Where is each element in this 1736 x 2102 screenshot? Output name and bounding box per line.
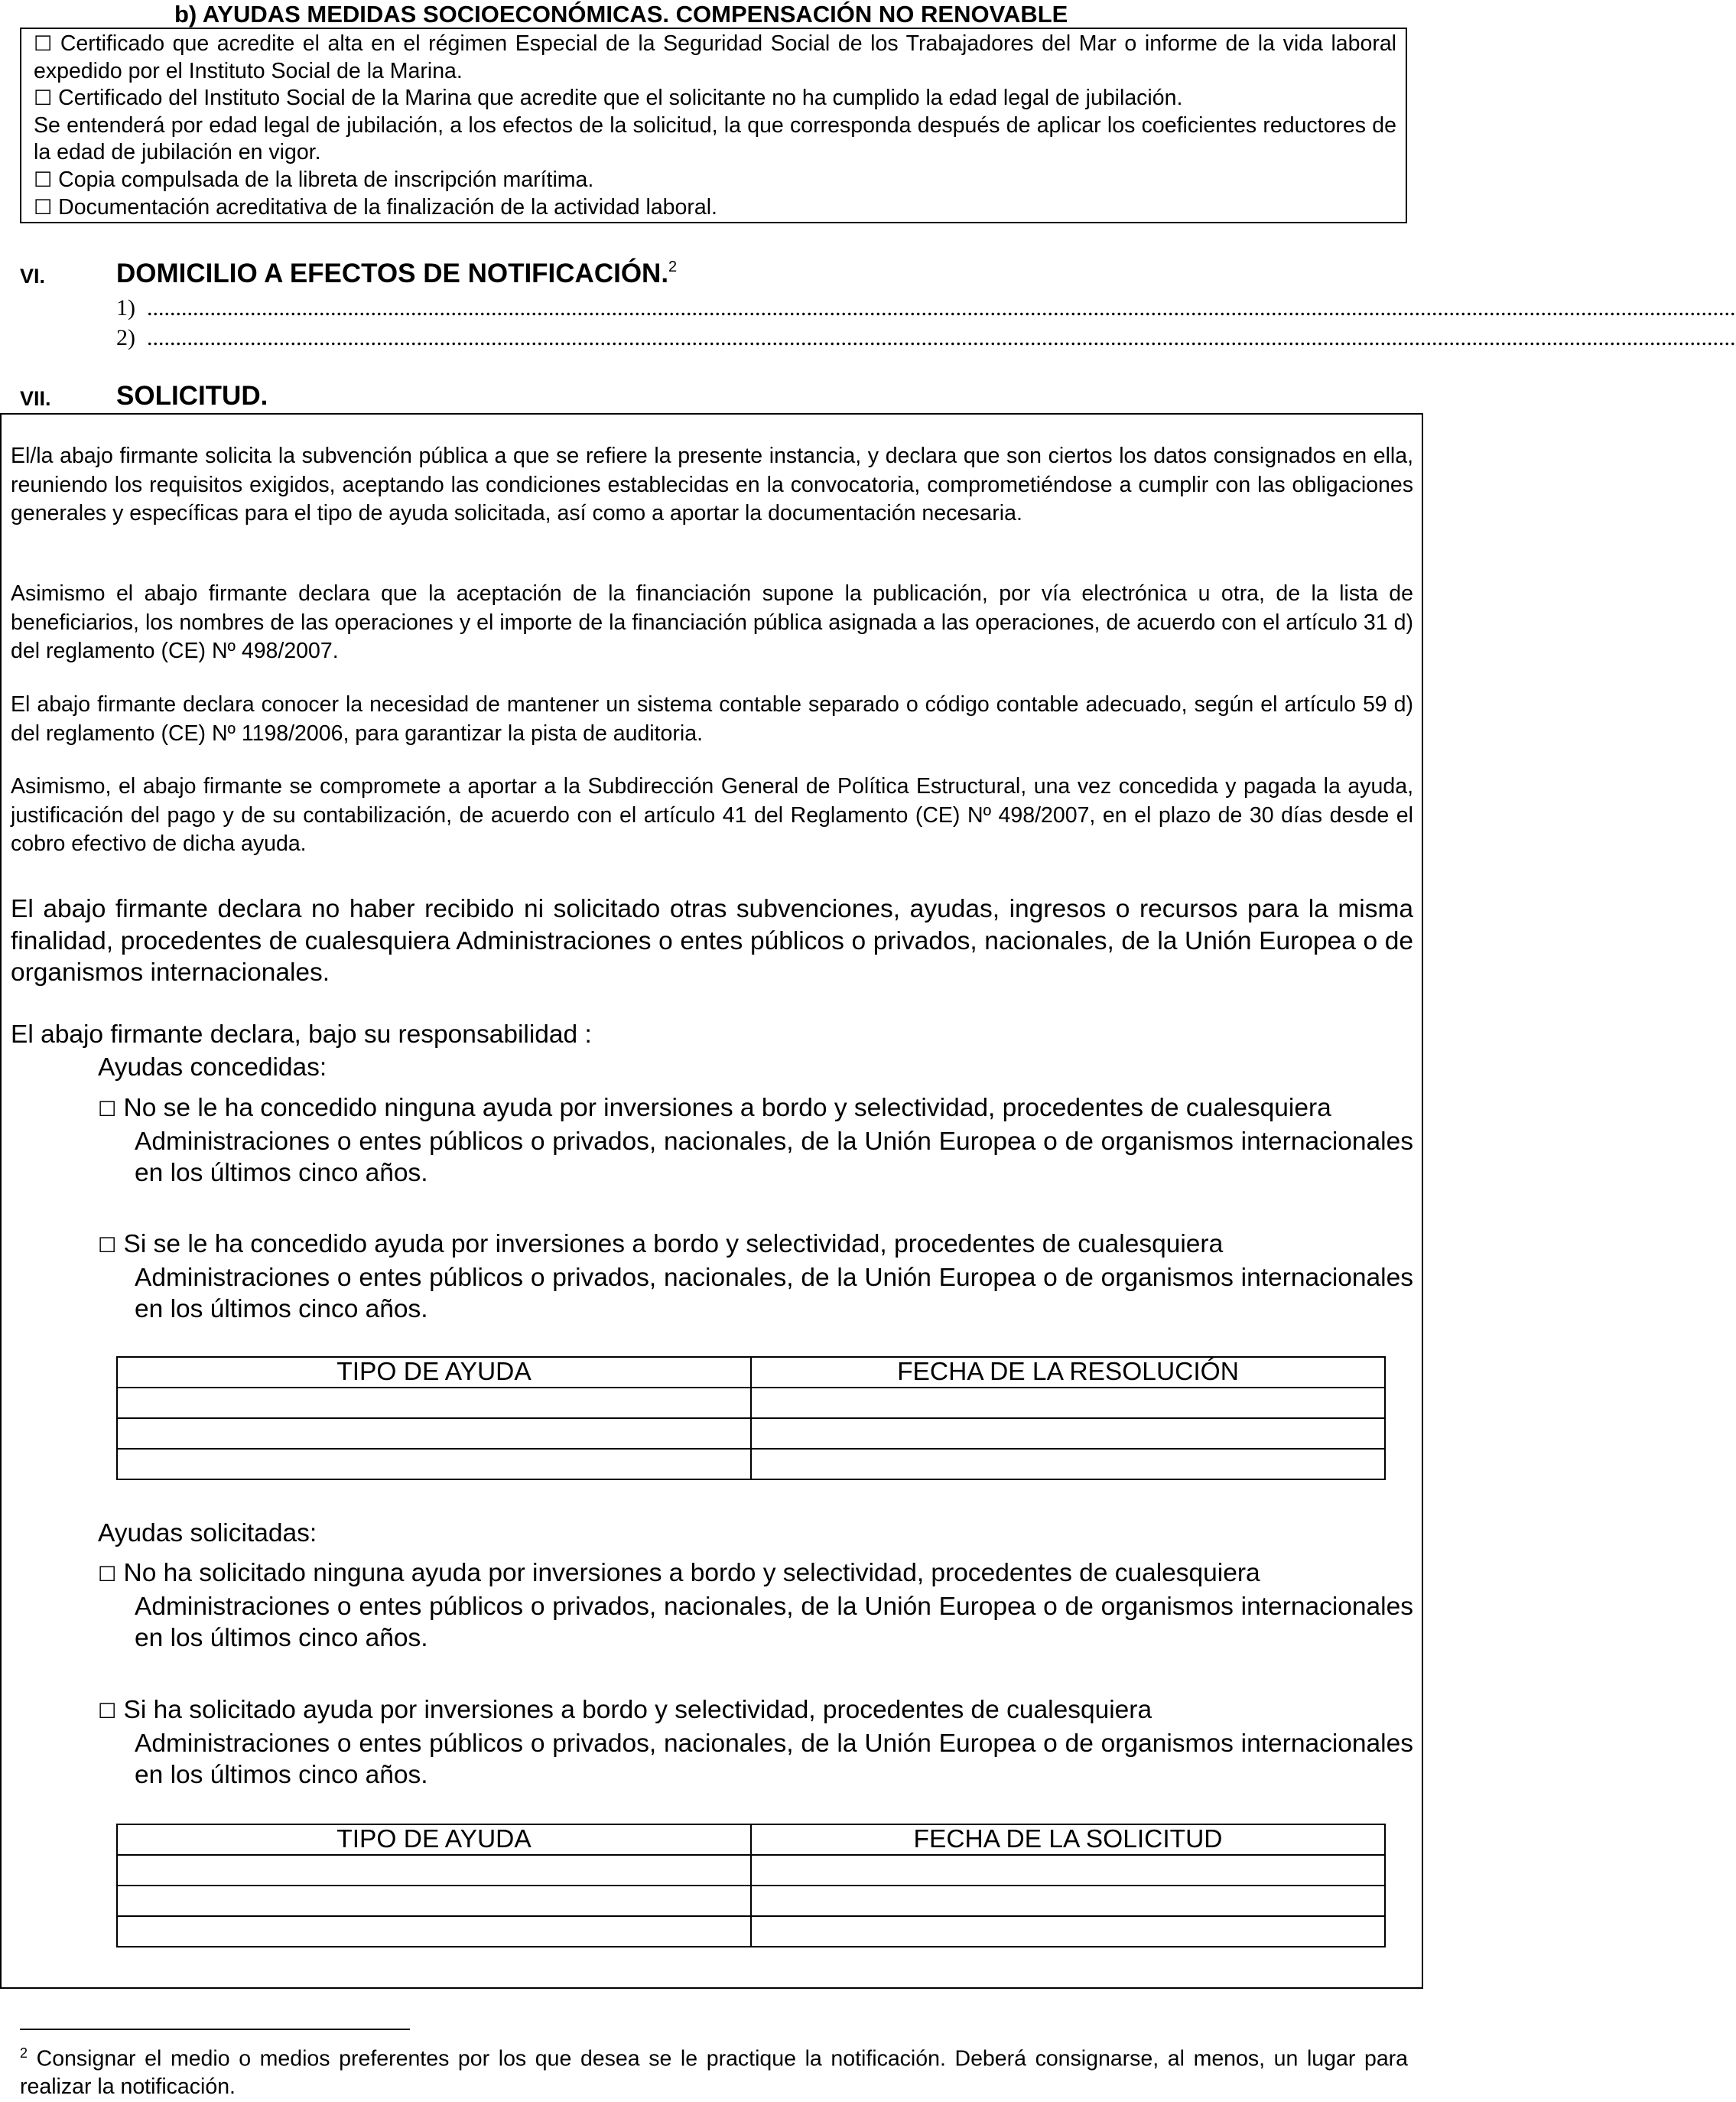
option-text: Administraciones o entes públicos o privados, nacionales, de la Unión Europea o de organismos internacionales en los últimos cinco años. (135, 1592, 1413, 1652)
checkbox[interactable]: ☐ (98, 1234, 117, 1258)
option-text: Administraciones o entes públicos o privados, nacionales, de la Unión Europea o de organismos internacionales en los últimos cinco años. (135, 1263, 1413, 1323)
table-cell-input[interactable] (751, 1449, 1385, 1479)
requested-aid-table (116, 1824, 1386, 1947)
option-text: Si ha solicitado ayuda por inversiones a bordo y selectividad, procedentes de cualesquiera (123, 1696, 1152, 1724)
section-vi-title-text: DOMICILIO A EFECTOS DE NOTIFICACIÓN. (116, 259, 669, 288)
table-row (117, 1388, 1385, 1418)
option-text: Administraciones o entes públicos o privados, nacionales, de la Unión Europea o de organismos internacionales en los últimos cinco años. (135, 1729, 1413, 1789)
doc-item-text: Certificado que acredite el alta en el régimen Especial de la Seguridad Social de los Trabajadores del Mar o informe de la vida laboral expedido por el Instituto Social de la Marina. (34, 31, 1397, 83)
table-cell-input[interactable] (751, 1388, 1385, 1418)
doc-item (34, 85, 1396, 112)
granted-aid-table (116, 1356, 1386, 1480)
option-text: No se le ha concedido ninguna ayuda por inversiones a bordo y selectividad, procedentes de cualesquiera (123, 1094, 1331, 1122)
address-line-label: 2) (116, 325, 135, 350)
table-cell-input[interactable] (751, 1418, 1385, 1449)
doc-item-text: Certificado del Instituto Social de la Marina que acredite que el solicitante no ha cumplido la edad legal de jubilación. (58, 86, 1183, 111)
granted-option-no[interactable] (98, 1092, 1413, 1189)
solicitud-paragraph: El/la abajo firmante solicita la subvención pública a que se refiere la presente instancia, y declara que son ciertos los datos consignados en ella, reuniendo los requisitos exigidos, aceptando las condiciones establecidas en la convocatoria, comprometiéndose a cumplir con las obligaciones generales y específicas para el tipo de ayuda solicitada, así como a aportar la documentación necesaria. (11, 444, 1413, 526)
footnote-text: Consignar el medio o medios preferentes por los que desea se le practique la notificación. Deberá consignarse, al menos, un lugar para realizar la notificación. (20, 2046, 1409, 2099)
requested-option-yes[interactable] (98, 1694, 1413, 1791)
table-cell-input[interactable] (117, 1886, 751, 1916)
address-line-label: 1) (116, 295, 135, 321)
table-cell-input[interactable] (751, 1855, 1385, 1886)
checkbox[interactable]: ☐ (34, 86, 53, 111)
table-header: TIPO DE AYUDA (117, 1357, 751, 1388)
checkbox[interactable]: ☐ (98, 1563, 117, 1586)
table-cell-input[interactable] (117, 1388, 751, 1418)
solicitud-paragraph: Asimismo el abajo firmante declara que la aceptación de la financiación supone la publicación, por vía electrónica u otra, de la lista de beneficiarios, los nombres de las operaciones y el importe de la financiación pública asignada a las operaciones, de acuerdo con el artículo 31 d) del reglamento (CE) Nº 498/2007. (11, 581, 1413, 663)
checkbox[interactable]: ☐ (98, 1700, 117, 1723)
doc-item-text: Documentación acreditativa de la finalización de la actividad laboral. (58, 194, 717, 220)
table-row (117, 1916, 1385, 1947)
section-b-box (20, 28, 1407, 223)
declaration-intro: El abajo firmante declara, bajo su responsabilidad : (11, 1020, 592, 1049)
table-cell-input[interactable] (751, 1886, 1385, 1916)
doc-note: Se entenderá por edad legal de jubilación, a los efectos de la solicitud, la que corresponda después de aplicar los coeficientes reductores de la edad de jubilación en vigor. (34, 112, 1396, 165)
doc-item (34, 167, 1396, 194)
table-cell-input[interactable] (117, 1449, 751, 1479)
section-vii-number: VII. (20, 387, 51, 410)
address-line-dots: ..................................................................................................................................................................................................................................................................................... (147, 325, 1736, 350)
doc-item (34, 31, 1396, 85)
table-row (117, 1449, 1385, 1479)
table-row (117, 1855, 1385, 1886)
footnote-rule (20, 2029, 410, 2030)
table-cell-input[interactable] (117, 1855, 751, 1886)
checkbox[interactable]: ☐ (34, 195, 53, 220)
granted-heading: Ayudas concedidas: (98, 1053, 327, 1082)
checkbox[interactable]: ☐ (34, 32, 53, 56)
checkbox[interactable]: ☐ (34, 168, 53, 192)
section-vi-number: VI. (20, 265, 46, 288)
doc-item (34, 194, 1396, 222)
address-line-1[interactable] (116, 295, 1736, 324)
option-text: Administraciones o entes públicos o privados, nacionales, de la Unión Europea o de organismos internacionales en los últimos cinco años. (135, 1127, 1413, 1187)
declaration-no-other-aid: El abajo firmante declara no haber recibido ni solicitado otras subvenciones, ayudas, ingresos o recursos para la misma finalidad, procedentes de cualesquiera Administraciones o entes públicos o privados, nacionales, de la Unión Europea o de organismos internacionales. (11, 895, 1413, 987)
address-line-dots: ..................................................................................................................................................................................................................................................................................... (147, 295, 1736, 321)
checkbox[interactable]: ☐ (98, 1098, 117, 1121)
solicitud-paragraph: Asimismo, el abajo firmante se compromete a aportar a la Subdirección General de Política Estructural, una vez concedida y pagada la ayuda, justificación del pago y de su contabilización, de acuerdo con el artículo 41 del Reglamento (CE) Nº 498/2007, en el plazo de 30 días desde el cobro efectivo de dicha ayuda. (11, 774, 1413, 856)
option-text: No ha solicitado ninguna ayuda por inversiones a bordo y selectividad, procedentes de cualesquiera (123, 1559, 1260, 1587)
requested-option-no[interactable] (98, 1557, 1413, 1655)
table-header-row (117, 1824, 1385, 1855)
footnote-number: 2 (20, 2045, 28, 2061)
table-header-row (117, 1357, 1385, 1388)
section-vi-title (116, 259, 677, 289)
table-cell-input[interactable] (117, 1916, 751, 1947)
table-cell-input[interactable] (117, 1418, 751, 1449)
requested-heading: Ayudas solicitadas: (98, 1519, 317, 1547)
option-text: Si se le ha concedido ayuda por inversiones a bordo y selectividad, procedentes de cualesquiera (123, 1230, 1224, 1258)
solicitud-paragraph: El abajo firmante declara conocer la necesidad de mantener un sistema contable separado o código contable adecuado, según el artículo 59 d) del reglamento (CE) Nº 1198/2006, para garantizar la pista de auditoria. (11, 692, 1413, 746)
table-header: FECHA DE LA SOLICITUD (751, 1824, 1385, 1855)
granted-option-yes[interactable] (98, 1228, 1413, 1326)
table-header: FECHA DE LA RESOLUCIÓN (751, 1357, 1385, 1388)
footnote (20, 2039, 1408, 2100)
table-row (117, 1418, 1385, 1449)
doc-item-text: Copia compulsada de la libreta de inscripción marítima. (58, 167, 594, 192)
table-row (117, 1886, 1385, 1916)
table-header: TIPO DE AYUDA (117, 1824, 751, 1855)
section-b-title: b) AYUDAS MEDIDAS SOCIOECONÓMICAS. COMPENSACIÓN NO RENOVABLE (174, 1, 1068, 28)
footnote-ref: 2 (668, 259, 678, 275)
table-cell-input[interactable] (751, 1916, 1385, 1947)
address-line-2[interactable] (116, 325, 1736, 354)
section-vii-title: SOLICITUD. (116, 381, 268, 411)
